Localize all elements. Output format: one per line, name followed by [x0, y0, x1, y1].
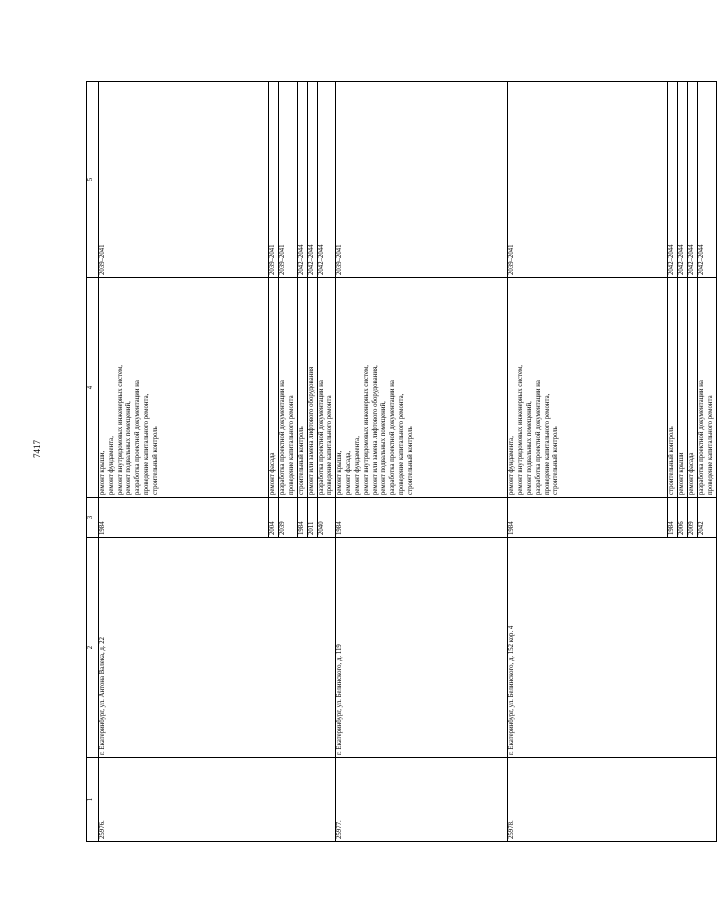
year-cell: 1984 [99, 498, 269, 538]
works-cell [297, 278, 307, 498]
work-item: ремонт подвальных помещений, [525, 401, 533, 495]
year-cell: 2011 [307, 498, 317, 538]
work-item: ремонт внутридомовых инженерных систем, [362, 365, 370, 495]
year-cell: 2004 [269, 498, 279, 538]
works-cell [698, 278, 717, 498]
work-item: разработка проектной документации на [698, 380, 706, 495]
works-cell [508, 278, 668, 498]
repair-schedule-table [86, 81, 717, 842]
table-body [99, 82, 717, 842]
works-cell [668, 278, 678, 498]
work-item: ремонт фасада, [345, 450, 353, 495]
work-item: ремонт внутридомовых инженерных систем, [116, 365, 124, 495]
work-item: разработка проектной документации на [389, 380, 397, 495]
building-address: г. Екатеринбург, ул. Белинского, д. 119 [336, 538, 508, 758]
year-cell: 2042 [698, 498, 717, 538]
works-cell [317, 278, 336, 498]
work-item: ремонт фундамента, [107, 436, 115, 495]
column-header: 4 [87, 278, 99, 498]
record-id: 25978. [508, 758, 717, 842]
rotated-table-container [86, 82, 715, 842]
work-item: ремонт фундамента, [353, 436, 361, 495]
period-cell: 2039–2041 [508, 82, 668, 278]
work-item: ремонт крыши [678, 452, 686, 495]
work-item: строительный контроль [552, 426, 560, 495]
table-row [99, 82, 269, 842]
header-row [87, 82, 99, 842]
column-header: 3 [87, 498, 99, 538]
period-cell: 2042–2044 [668, 82, 678, 278]
year-cell: 2040 [317, 498, 336, 538]
record-id: 25977. [336, 758, 508, 842]
work-item: строительный контроль [151, 426, 159, 495]
work-item: разработка проектной документации на [317, 380, 325, 495]
work-item: проведение капитального ремонта, [543, 393, 551, 495]
period-cell: 2042–2044 [698, 82, 717, 278]
work-item: ремонт фасада [269, 452, 276, 495]
work-item: проведение капитального ремонта, [398, 393, 406, 495]
work-item: разработка проектной документации на [279, 380, 286, 495]
period-cell: 2042–2044 [307, 82, 317, 278]
works-cell [678, 278, 688, 498]
work-item: разработка проектной документации на [534, 380, 542, 495]
table-row [336, 82, 508, 842]
works-cell [279, 278, 298, 498]
works-cell [336, 278, 508, 498]
period-cell: 2039–2041 [336, 82, 508, 278]
page-number: 7417 [32, 440, 42, 458]
year-cell: 2009 [688, 498, 698, 538]
work-item: проведение капитального ремонта, [143, 393, 151, 495]
table-row [508, 82, 668, 842]
period-cell: 2042–2044 [678, 82, 688, 278]
building-address: г. Екатеринбург, ул. Белинского, д. 152 кор. 4 [508, 538, 717, 758]
work-item: ремонт крыши, [336, 450, 344, 495]
column-header: 1 [87, 758, 99, 842]
work-item: проведение капитального ремонта [287, 395, 295, 495]
works-cell [307, 278, 317, 498]
work-item: ремонт фундамента, [508, 436, 516, 495]
work-item: проведение капитального ремонта [326, 395, 334, 495]
year-cell: 1984 [508, 498, 668, 538]
work-item: ремонт подвальных помещений, [380, 401, 388, 495]
work-item: ремонт крыши, [99, 450, 106, 495]
works-cell [688, 278, 698, 498]
building-address: г. Екатеринбург, ул. Антона Валека, д. 22 [99, 538, 336, 758]
works-cell [269, 278, 279, 498]
year-cell: 1984 [297, 498, 307, 538]
period-cell: 2039–2041 [279, 82, 298, 278]
work-item: строительный контроль [297, 426, 305, 495]
year-cell: 2006 [678, 498, 688, 538]
work-item: ремонт подвальных помещений, [125, 401, 133, 495]
year-cell: 2039 [279, 498, 298, 538]
period-cell: 2039–2041 [269, 82, 279, 278]
period-cell: 2042–2044 [317, 82, 336, 278]
work-item: строительный контроль [406, 426, 414, 495]
column-header: 5 [87, 82, 99, 278]
work-item: ремонт или замена лифтового оборудования [307, 366, 315, 495]
work-item: разработка проектной документации на [134, 380, 142, 495]
record-id: 25976. [99, 758, 336, 842]
works-cell [99, 278, 269, 498]
period-cell: 2039–2041 [99, 82, 269, 278]
work-item: строительный контроль [668, 426, 676, 495]
year-cell: 1984 [668, 498, 678, 538]
work-item: ремонт или замена лифтового оборудования, [371, 365, 379, 495]
work-item: ремонт внутридомовых инженерных систем, [517, 365, 525, 495]
work-item: ремонт фасада [688, 452, 696, 495]
year-cell: 1984 [336, 498, 508, 538]
work-item: проведение капитального ремонта [707, 395, 715, 495]
period-cell: 2042–2044 [688, 82, 698, 278]
column-header: 2 [87, 538, 99, 758]
period-cell: 2042–2044 [297, 82, 307, 278]
